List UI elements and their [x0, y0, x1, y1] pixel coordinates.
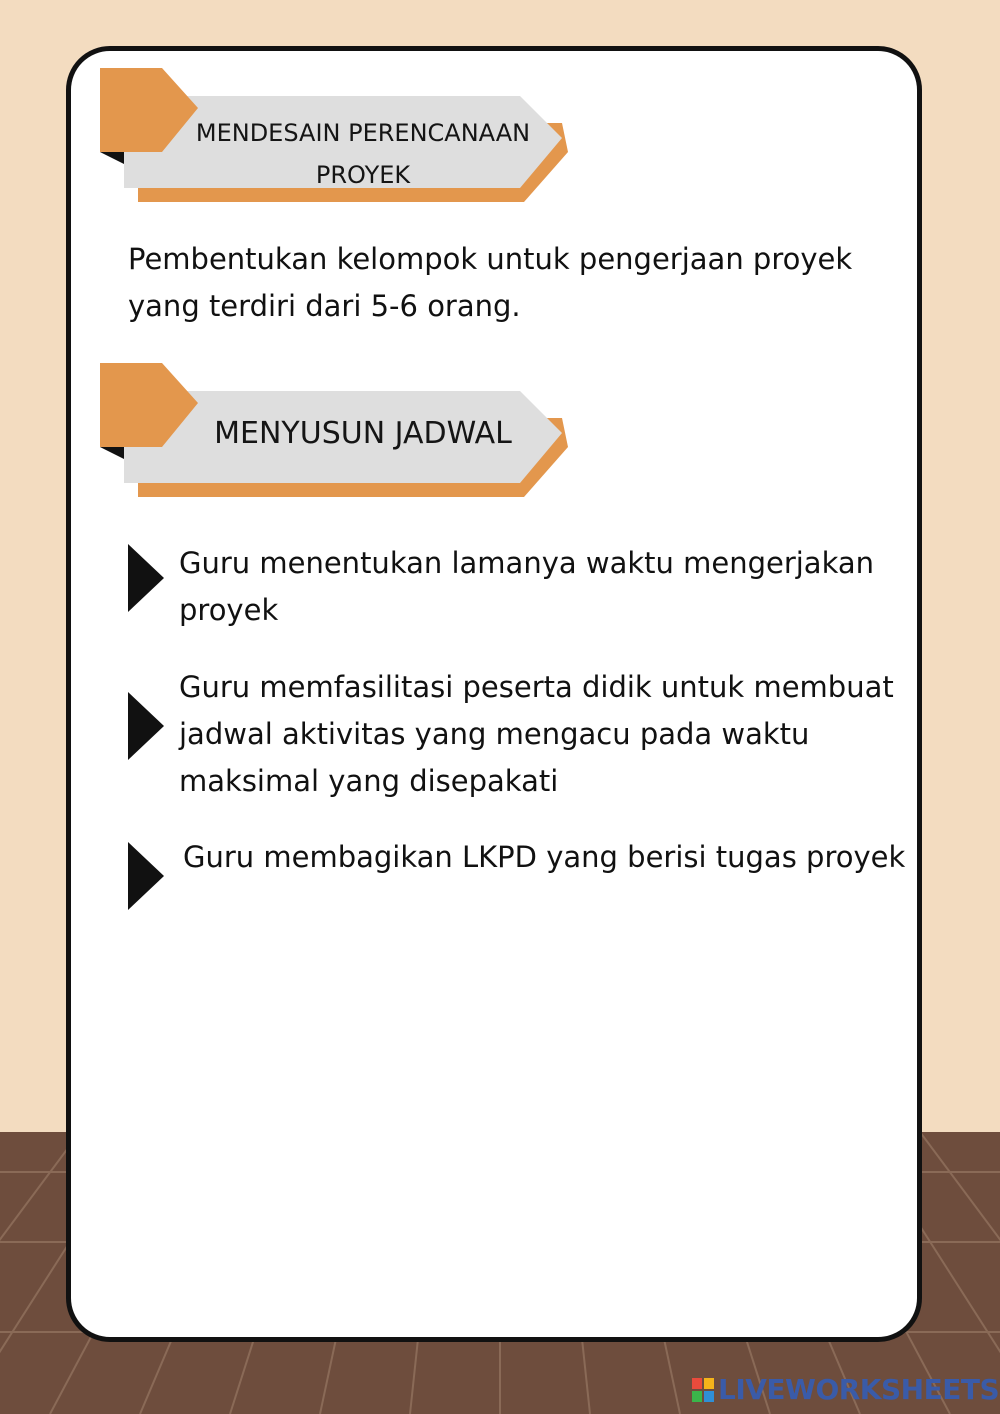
section-banner	[100, 363, 570, 499]
liveworksheets-logo-icon	[692, 1378, 714, 1402]
watermark-text: LIVEWORKSHEETS	[718, 1373, 1000, 1406]
section-heading: MENDESAIN PERENCANAAN PROYEK	[195, 119, 531, 189]
section-banner	[100, 68, 570, 204]
triangle-bullet-icon	[128, 544, 164, 612]
bullet-item	[128, 664, 908, 814]
intro-paragraph: Pembentukan kelompok untuk pengerjaan proyek yang terdiri dari 5-6 orang.	[128, 242, 853, 323]
liveworksheets-watermark	[692, 1372, 1000, 1408]
bullet-text: Guru menentukan lamanya waktu mengerjakan proyek	[179, 546, 875, 627]
section-heading: MENYUSUN JADWAL	[214, 416, 512, 451]
bullet-text: Guru membagikan LKPD yang berisi tugas proyek	[183, 840, 906, 874]
bullet-text: Guru memfasilitasi peserta didik untuk membuat jadwal aktivitas yang mengacu pada waktu maksimal yang disepakati	[179, 670, 894, 798]
triangle-bullet-icon	[128, 692, 164, 760]
triangle-bullet-icon	[128, 842, 164, 910]
bullet-item	[128, 540, 908, 640]
bullet-item	[128, 834, 908, 934]
